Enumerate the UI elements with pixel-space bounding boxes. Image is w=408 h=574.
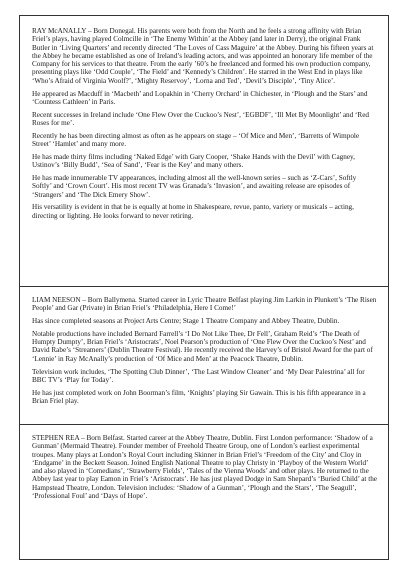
bio-paragraph: RAY McANALLY – Born Donegal. His parents were both from the North and he feels a strong affinity with Brian Friel’s plays, having played Colmcille in ‘The Enemy Within’ at the Abbey (and later in Derry), the original Frank Butler in ‘Living Quarters’ and recently directed ‘The Loves of Cass Maguire’ at the Abbey. During his fifteen years at the Abbey he became established as one of Ireland’s leading actors, and was appointed an honorary life member of the Company for his services to that theatre. From the early ’60’s he freelanced and formed his own production company, presenting plays like ‘Odd Couple’, ‘The Field’ and ‘Kennedy’s Children’. He starred in the West End in plays like ‘Who’s Afraid of Virginia Woolf?’, ‘Mighty Reservoy’, ‘Lorna and Ted’, ‘Devil’s Disciple’, ‘Tiny Alice’. [32,27,374,85]
section-divider [19,424,389,425]
bio-paragraph: He has just completed work on John Boorman’s film, ‘Knights’ playing Sir Gawain. This is his fifth appearance in a Brian Friel play. [32,388,366,405]
bio-paragraph: He has made thirty films including ‘Naked Edge’ with Gary Cooper, ‘Shake Hands with the Devil’ with Cagney, Ustinov’s ‘Billy Budd’, ‘Sea of Sand’, ‘Fear is the Key’ and many others. [32,152,355,170]
bio-paragraph: LIAM NEESON – Born Ballymena. Started career in Lyric Theatre Belfast playing Jim Larkin in Plunkett’s ‘The Risen People’ and Gar (Private) in Brian Friel’s ‘Philadelphia, Here I Come!’ [32,296,377,313]
bio-paragraph: Television work includes, ‘The Spotting Club Dinner’, ‘The Last Window Cleaner’ and ‘My Dear Palestrina’ all for BBC TV’s ‘Play for Today’. [32,367,365,384]
bio-paragraph: STEPHEN REA – Born Belfast. Started career at the Abbey Theatre, Dublin. First London performance: ‘Shadow of a Gunman’ (Mermaid Theatre). Founder member of Freehold Theatre Group, one of London’s earliest experimental troupes. Many plays at London’s Royal Court including Skinner in Brian Friel’s ‘Freedom of the City’ and Cloy in ‘Endgame’ in the Beckett Season. Joined English National Theatre to play Christy in ‘Playboy of the Western World’ and also played in ‘Comedians’, ‘Strawberry Fields’, ‘Tales of the Vienna Woods’ and other plays. He returned to the Abbey last year to play Eamon in Friel’s ‘Aristocrats’. He has just played Dodge in Sam Shepard’s ‘Buried Child’ at the Hampstead Theatre, London. Television includes: ‘Shadow of a Gunman’, ‘Plough and the Stars’, ‘The Seagull’, ‘Professional Foul’ and ‘Days of Hope’. [32,434,377,501]
bio-stephen-rea [32,434,377,500]
bio-paragraph: His versatility is evident in that he is equally at home in Shakespeare, revue, panto, variety or musicals – acting, directing or lighting. He looks forward to never retiring. [32,203,354,220]
bio-paragraph: Notable productions have included Bernard Farrell’s ‘I Do Not Like Thee, Dr Fell’, Graham Reid’s ‘The Death of Humpty Dumpty’, Brian Friel’s ‘Aristocrats’, Noel Pearson’s production of ‘One Flew Over the Cuckoo’s Nest’ and David Rabe’s ‘Streamers’ (Dublin Theatre Festival). He recently received the Harvey’s of Bristol Award for the part of ‘Lennie’ in Ray McAnally’s production of ‘Of Mice and Men’ at the Peacock Theatre, Dublin. [32,329,373,363]
actor-name: STEPHEN REA [32,434,80,442]
section-divider [19,286,389,287]
bio-liam-neeson [32,296,377,405]
bio-paragraph: Has since completed seasons at Project Arts Centre; Stage 1 Theatre Company and Abbey Theatre, Dublin. [32,317,340,326]
bio-paragraph: Recently he has been directing almost as often as he appears on stage – ‘Of Mice and Men’, ‘Barretts of Wimpole Street’ ‘Hamlet’ and many more. [32,131,360,149]
actor-name: LIAM NEESON [32,296,81,304]
actor-name: RAY McANALLY [32,27,87,35]
bio-paragraph: He has made innumerable TV appearances, including almost all the well-known series – such as ‘Z-Cars’, Softly Softly’ and ‘Crown Court’. His most recent TV was Granada’s ‘Invasion’, and awaiting release are episodes of ‘Strangers’ and ‘The Dick Emery Show’. [32,173,357,199]
bio-paragraph: Recent successes in Ireland include ‘One Flew Over the Cuckoo’s Nest’, ‘EGBDF’, ‘Ill Met By Moonlight’ and ‘Red Roses for me’. [32,110,370,127]
bio-ray-mcanally [32,27,377,220]
bio-paragraph: He appeared as Macduff in ‘Macbeth’ and Lopakhin in ‘Cherry Orchard’ in Chichester, in ‘Plough and the Stars’ and ‘Countess Cathleen’ in Paris. [32,89,368,106]
